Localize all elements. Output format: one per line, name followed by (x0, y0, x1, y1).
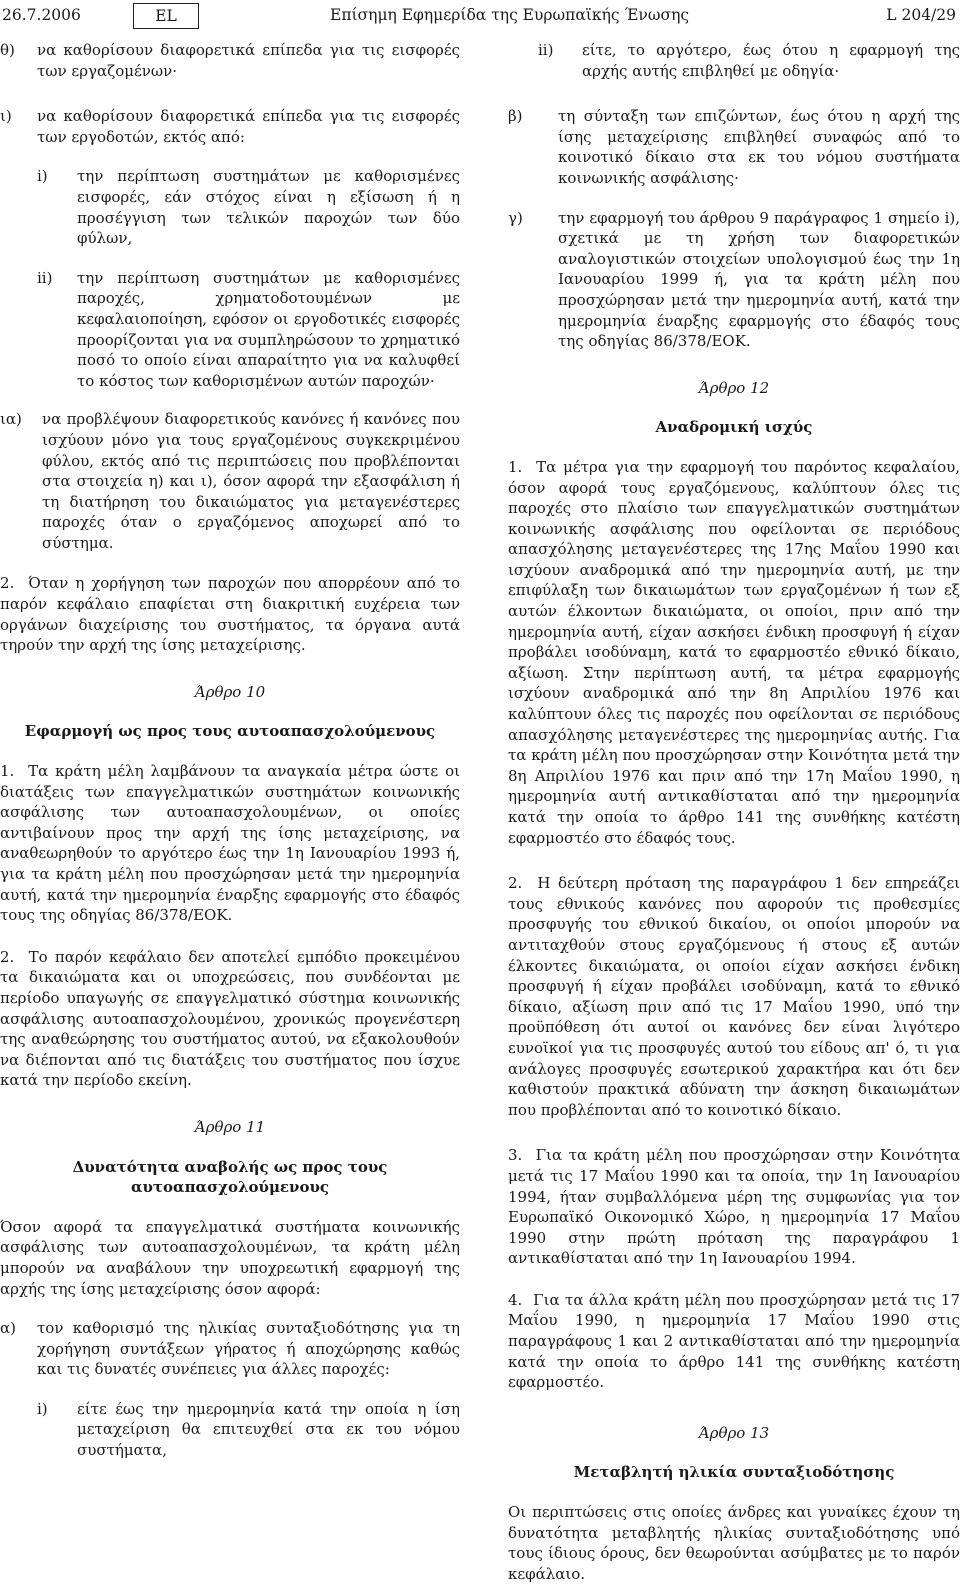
list-item-text: τη σύνταξη των επιζώντων, έως ότου η αρχή της ίσης μεταχείρισης επιβληθεί συναφώς από το κοινοτικό δίκαιο στα εκ του νόμου συστήματα κοινωνικής ασφάλισης· (558, 107, 960, 187)
list-item-text: την περίπτωση συστημάτων με καθορισμένες παροχές, χρηματοδοτουμένων με κεφαλαιοποίηση, εφόσον οι εργοδοτικές εισφορές προορίζονται για να συμπληρώσουν το χρηματικό ποσό το οποίο είναι απαραίτητο για να καλυφθεί το κόστος των καθορισμένων αυτών παροχών· (77, 268, 460, 390)
list-item-text: να προβλέψουν διαφορετικούς κανόνες ή κανόνες που ισχύουν μόνο για τους εργαζομένους συγκεκριμένου φύλου, εκτός από τις περιπτώσεις που προβλέπονται στα στοιχεία η) και ι), όσον αφορά την εξασφάλιση ή τη διατήρηση του δικαιώματος για μεταγενέστερες παροχές όταν ο εργαζόμενος αποχωρεί από το σύστημα. (42, 410, 460, 552)
header-page-ref: L 204/29 (886, 6, 956, 24)
list-item-label: i) (37, 167, 48, 186)
article-12-paragraph-1: 1. Τα μέτρα για την εφαρμογή του παρόντος κεφαλαίου, όσον αφορά τους εργαζόμενους, καλύπτουν όλες τις παροχές στο πλαίσιο των επαγγελματικών συστημάτων κοινωνικής ασφάλισης που οφείλονται σε περιόδους απασχόλησης μεταγενέστερες της 17ης Μαΐου 1990 και ισχύουν αναδρομικά από την ημερομηνία αυτή, με την επιφύλαξη των δικαιωμάτων των εργαζομένων ή των εξ αυτών έλκοντων δικαιώματα, οι οποίοι, πριν από την ημερομηνία αυτή, είχαν ασκήσει ένδικη προσφυγή ή είχαν προβάλει ισοδύναμη, κατά το εφαρμοστέο εθνικό δίκαιο, αξίωση. Στην περίπτωση αυτή, τα μέτρα εφαρμογής ισχύουν αναδρομικά από την 8η Απριλίου 1976 και καλύπτουν όλες τις παροχές που οφείλονται σε περιόδους απασχόλησης μεταγενέστερες της ημερομηνίας αυτής. Για τα κράτη μέλη που προσχώρησαν στην Κοινότητα μετά την 8η Απριλίου 1976 και πριν από την 17η Μαΐου 1990, η ημερομηνία αυτή αντικαθίσταται από την ημερομηνία κατά την οποία το άρθρο 141 της συνθήκης κατέστη εφαρμοστέο στο έδαφός τους. (508, 457, 960, 847)
list-item-beta (508, 106, 960, 188)
list-item-text: είτε έως την ημερομηνία κατά την οποία η ίση μεταχείριση θα επιτευχθεί στα εκ του νόμου συστήματα, (77, 1399, 460, 1460)
article-12-paragraph-3: 3. Για τα κράτη μέλη που προσχώρησαν στην Κοινότητα μετά τις 17 Μαΐου 1990 και τα οποία, την 1η Ιανουαρίου 1994, ήταν συμβαλλόμενα μέρη της συμφωνίας για τον Ευρωπαϊκό Οικονομικό Χώρο, η ημερομηνία 17 Μαΐου 1990 στην πρώτη πρόταση της παραγράφου 1 αντικαθίσταται από την 1η Ιανουαρίου 1994. (508, 1146, 960, 1268)
list-item-text: να καθορίσουν διαφορετικά επίπεδα για τις εισφορές των εργαζομένων· (37, 41, 460, 80)
list-item-label: ι) (0, 107, 12, 126)
header-language-box: EL (133, 3, 199, 29)
sub-item-ii (538, 40, 960, 81)
list-item-label: θ) (0, 41, 15, 59)
header-date: 26.7.2006 (2, 6, 81, 24)
list-item-text: να καθορίσουν διαφορετικά επίπεδα για τις εισφορές των εργοδοτών, εκτός από: (37, 107, 460, 146)
list-item-label: γ) (508, 208, 523, 227)
right-column (508, 40, 960, 1584)
article-12-title: Αναδρομική ισχύς (655, 418, 813, 437)
article-10-label: Άρθρο 10 (194, 682, 266, 701)
sub-item-iota-i (37, 166, 460, 248)
list-item-alpha (0, 1318, 460, 1380)
list-item-ia (0, 409, 460, 553)
list-item-label: ii) (538, 41, 554, 59)
list-item-gamma (508, 208, 960, 352)
page-header (0, 0, 960, 30)
article-10-title: Εφαρμογή ως προς τους αυτοαπασχολούμενους (24, 722, 436, 741)
list-item-text: την εφαρμογή του άρθρου 9 παράγραφος 1 σημείο i), σχετικά με τη χρήση των διαφορετικών αναλογιστικών στοιχείων υπολογισμού έως την 1η Ιανουαρίου 1999 ή, για τα κράτη μέλη που προσχώρησαν μετά την ημερομηνία αυτή, κατά την ημερομηνία έναρξης εφαρμογής στο έδαφός τους της οδηγίας 86/378/ΕΟΚ. (558, 208, 960, 351)
list-item-text: είτε, το αργότερο, έως ότου η εφαρμογή της αρχής αυτής επιβληθεί με οδηγία· (582, 41, 960, 80)
header-journal-title: Επίσημη Εφημερίδα της Ευρωπαϊκής Ένωσης (330, 6, 690, 24)
list-item-label: ια) (0, 410, 22, 429)
list-item-label: β) (508, 107, 523, 126)
sub-item-alpha-i (37, 1399, 460, 1461)
article-10-paragraph-1: 1. Τα κράτη μέλη λαμβάνουν τα αναγκαία μέτρα ώστε οι διατάξεις των επαγγελματικών συστημάτων κοινωνικής ασφάλισης των αυτοαπασχολουμένων, οι οποίες αντιβαίνουν προς την αρχή της ίσης μεταχείρισης, να αναθεωρηθούν το αργότερο έως την 1η Ιανουαρίου 1993 ή, για τα κράτη μέλη που προσχώρησαν μετά την ημερομηνία αυτή, κατά την ημερομηνία έναρξης εφαρμογής στο έδαφός τους της οδηγίας 86/378/ΕΟΚ. (0, 762, 460, 925)
list-item-theta (0, 40, 460, 81)
list-item-iota (0, 106, 460, 147)
list-item-label: α) (0, 1319, 16, 1338)
article-10-paragraph-2: 2. Το παρόν κεφάλαιο δεν αποτελεί εμπόδιο προκειμένου τα δικαιώματα και οι υποχρεώσεις, που συνδέονται με περίοδο υπαγωγής σε επαγγελματικό σύστημα κοινωνικής ασφάλισης αυτοαπασχολουμένου, χρονικώς προγενέστερη της αναθεώρησης του συστήματος αυτού, να εξακολουθούν να διέπονται από τις διατάξεις του συστήματος που ίσχυε κατά την περίοδο εκείνη. (0, 947, 460, 1090)
article-12-paragraph-2: 2. Η δεύτερη πρόταση της παραγράφου 1 δεν επηρεάζει τους εθνικούς κανόνες που αφορούν τις προθεσμίες προσφυγής του εθνικού δικαίου, οι οποίοι μπορούν να αντιταχθούν στους εργαζόμενους ή στους εξ αυτών έλκοντες δικαιώματα, οι οποίοι είχαν ασκήσει ένδικη προσφυγή ή είχαν προβάλει ισοδύναμη, κατά το εθνικό δίκαιο, αξίωση πριν από τις 17 Μαΐου 1990, υπό την προϋπόθεση ότι αυτοί οι κανόνες δεν είναι λιγότερο ευνοϊκοί για τις προσφυγές αυτού του είδους απ' ό, τι για ανάλογες προσφυγές εσωτερικού χαρακτήρα και ότι δεν καθιστούν πρακτικά αδύνατη την άσκηση δικαιωμάτων που προβλέπονται από το κοινοτικό δίκαιο. (508, 874, 960, 1119)
list-item-text: την περίπτωση συστημάτων με καθορισμένες εισφορές, εάν στόχος είναι η εξίσωση ή η προσέγγιση των τελικών παροχών των δύο φύλων, (77, 167, 460, 248)
list-item-text: τον καθορισμό της ηλικίας συνταξιοδότησης για τη χορήγηση συντάξεων γήρατος ή αποχώρησης καθώς και τις δυνατές συνέπειες για άλλες παροχές: (37, 1319, 460, 1379)
paragraph-2: 2. Όταν η χορήγηση των παροχών που απορρέουν από το παρόν κεφάλαιο επαφίεται στη διακριτική ευχέρεια των οργάνων διαχείρισης του συστήματος, τα όργανα αυτά τηρούν την αρχή της ίσης μεταχείρισης. (0, 574, 460, 655)
left-column (0, 40, 460, 1461)
article-11-intro: Όσον αφορά τα επαγγελματικά συστήματα κοινωνικής ασφάλισης των αυτοαπασχολουμένων, τα κράτη μέλη μπορούν να αναβάλουν την υποχρεωτική εφαρμογή της αρχής της ίσης μεταχείρισης όσον αφορά: (0, 1217, 460, 1298)
article-11-label: Άρθρο 11 (194, 1117, 266, 1136)
article-12-label: Άρθρο 12 (698, 378, 770, 397)
article-13-label: Άρθρο 13 (698, 1423, 770, 1442)
list-item-label: ii) (37, 268, 53, 287)
article-13-paragraph: Οι περιπτώσεις στις οποίες άνδρες και γυναίκες έχουν τη δυνατότητα μεταβλητής ηλικίας συνταξιοδότησης υπό τους ίδιους όρους, δεν θεωρούνται ασύμβατες με το παρόν κεφάλαιο. (508, 1503, 960, 1583)
article-13-title: Μεταβλητή ηλικία συνταξιοδότησης (573, 1463, 895, 1482)
list-item-label: i) (37, 1399, 48, 1418)
sub-item-iota-ii (37, 268, 460, 392)
article-12-paragraph-4: 4. Για τα άλλα κράτη μέλη που προσχώρησαν μετά τις 17 Μαΐου 1990, η ημερομηνία 17 Μαΐου 1990 στις παραγράφους 1 και 2 αντικαθίσταται από την ημερομηνία κατά την οποία το άρθρο 141 της συνθήκης κατέστη εφαρμοστέο. (508, 1290, 960, 1392)
article-11-title: Δυνατότητα αναβολής ως προς τους αυτοαπασχολούμενους (72, 1157, 388, 1197)
